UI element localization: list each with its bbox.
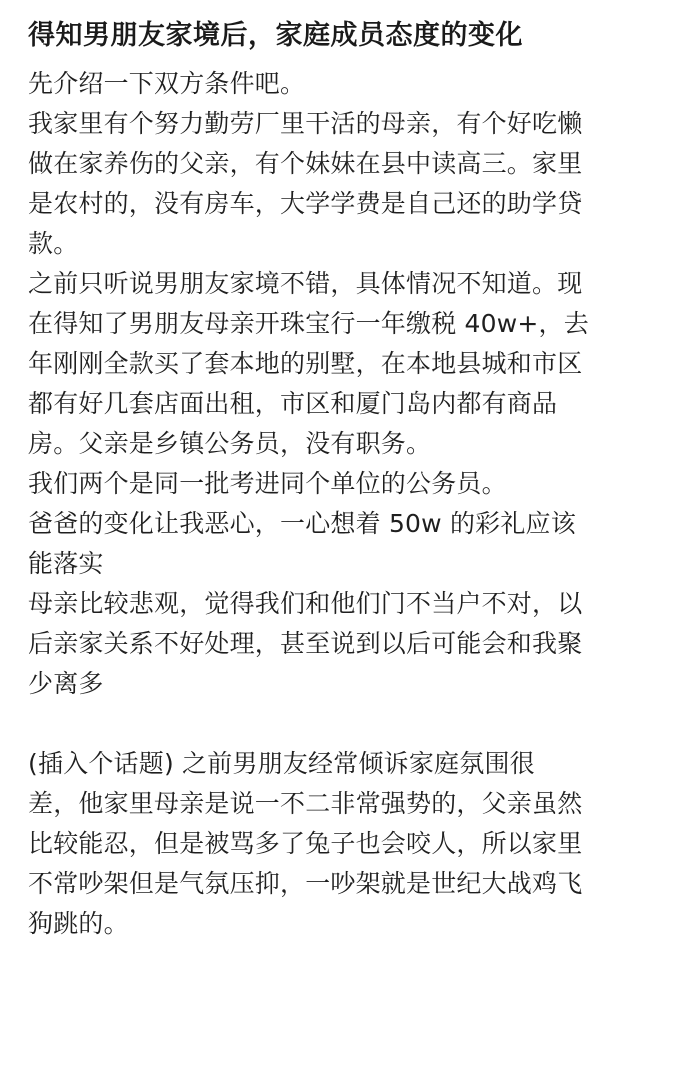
body-line: 在得知了男朋友母亲开珠宝行一年缴税 40w+，去 [28,309,589,338]
body-line: 狗跳的。 [28,909,129,938]
body-line: 是农村的，没有房车，大学学费是自己还的助学贷 [28,189,583,218]
body-line: 款。 [28,229,79,258]
post-body [28,64,668,944]
body-line: 后亲家关系不好处理，甚至说到以后可能会和我聚 [28,629,583,658]
body-line: 我们两个是同一批考进同个单位的公务员。 [28,469,507,498]
body-line: 少离多 [28,669,104,698]
body-line: 房。父亲是乡镇公务员，没有职务。 [28,429,432,458]
body-line: 我家里有个努力勤劳厂里干活的母亲，有个好吃懒 [28,109,583,138]
body-line: 不常吵架但是气氛压抑，一吵架就是世纪大战鸡飞 [28,869,583,898]
body-line: 年刚刚全款买了套本地的别墅，在本地县城和市区 [28,349,583,378]
post-title: 得知男朋友家境后，家庭成员态度的变化 [28,20,523,51]
body-line: 比较能忍，但是被骂多了兔子也会咬人，所以家里 [28,829,583,858]
body-line: 先介绍一下双方条件吧。 [28,69,306,98]
body-line: 母亲比较悲观，觉得我们和他们门不当户不对，以 [28,589,583,618]
body-line: 能落实 [28,549,104,578]
blank-line [28,704,668,744]
body-line: (插入个话题) 之前男朋友经常倾诉家庭氛围很 [28,749,535,778]
body-line: 都有好几套店面出租，市区和厦门岛内都有商品 [28,389,558,418]
body-line: 之前只听说男朋友家境不错，具体情况不知道。现 [28,269,583,298]
body-line: 差，他家里母亲是说一不二非常强势的，父亲虽然 [28,789,583,818]
body-line: 爸爸的变化让我恶心，一心想着 50w 的彩礼应该 [28,509,576,538]
body-line: 做在家养伤的父亲，有个妹妹在县中读高三。家里 [28,149,583,178]
